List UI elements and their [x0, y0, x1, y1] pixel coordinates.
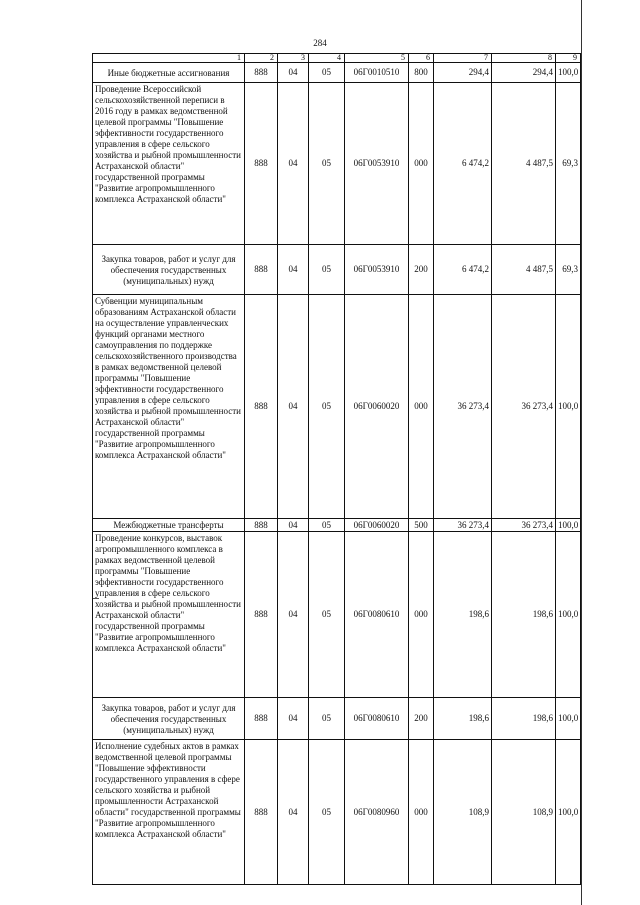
percent-cell: 100,0 — [556, 532, 581, 698]
planned-amount-cell: 294,4 — [434, 63, 492, 83]
section-cell: 04 — [278, 740, 309, 885]
item-name-cell: Закупка товаров, работ и услуг для обеспечения государственных (муниципальных) нужд — [93, 245, 245, 295]
subsection-cell: 05 — [309, 83, 345, 245]
table-row — [93, 519, 581, 532]
code-cell: 888 — [245, 698, 278, 740]
section-cell: 04 — [278, 83, 309, 245]
budget-table — [92, 53, 581, 885]
planned-amount-cell: 36 273,4 — [434, 295, 492, 519]
table-body — [93, 54, 581, 885]
table-row — [93, 532, 581, 698]
percent-cell: 69,3 — [556, 83, 581, 245]
percent-cell: 100,0 — [556, 519, 581, 532]
planned-amount-cell: 198,6 — [434, 698, 492, 740]
table-row — [93, 245, 581, 295]
margin-mark — [93, 598, 99, 599]
target-article-cell: 06Г0060020 — [345, 295, 409, 519]
expense-type-cell: 500 — [409, 519, 434, 532]
table-row — [93, 63, 581, 83]
table-row — [93, 295, 581, 519]
expense-type-cell: 000 — [409, 740, 434, 885]
executed-amount-cell: 4 487,5 — [492, 245, 556, 295]
column-header: 1 — [93, 54, 245, 63]
subsection-cell: 05 — [309, 519, 345, 532]
executed-amount-cell: 198,6 — [492, 698, 556, 740]
item-name-cell: Проведение Всероссийской сельскохозяйственной переписи в 2016 году в рамках ведомственной целевой программы "Повышение эффективности государственного управления в сфере сельского хозяйства и рыбной промышленности Астраханской области" государственной программы "Развитие агропромышленного комплекса Астраханской области" — [93, 83, 245, 245]
target-article-cell: 06Г0060020 — [345, 519, 409, 532]
code-cell: 888 — [245, 63, 278, 83]
section-cell: 04 — [278, 519, 309, 532]
table-row — [93, 83, 581, 245]
percent-cell: 69,3 — [556, 245, 581, 295]
column-header: 8 — [492, 54, 556, 63]
percent-cell: 100,0 — [556, 698, 581, 740]
executed-amount-cell: 36 273,4 — [492, 295, 556, 519]
executed-amount-cell: 36 273,4 — [492, 519, 556, 532]
expense-type-cell: 200 — [409, 698, 434, 740]
percent-cell: 100,0 — [556, 63, 581, 83]
scan-edge-line — [581, 0, 582, 905]
percent-cell: 100,0 — [556, 740, 581, 885]
column-header: 3 — [278, 54, 309, 63]
code-cell: 888 — [245, 83, 278, 245]
code-cell: 888 — [245, 740, 278, 885]
target-article-cell: 06Г0010510 — [345, 63, 409, 83]
section-cell: 04 — [278, 295, 309, 519]
planned-amount-cell: 6 474,2 — [434, 83, 492, 245]
section-cell: 04 — [278, 245, 309, 295]
expense-type-cell: 000 — [409, 295, 434, 519]
expense-type-cell: 200 — [409, 245, 434, 295]
expense-type-cell: 000 — [409, 83, 434, 245]
column-header: 9 — [556, 54, 581, 63]
executed-amount-cell: 294,4 — [492, 63, 556, 83]
item-name-cell: Иные бюджетные ассигнования — [93, 63, 245, 83]
subsection-cell: 05 — [309, 295, 345, 519]
section-cell: 04 — [278, 63, 309, 83]
planned-amount-cell: 36 273,4 — [434, 519, 492, 532]
planned-amount-cell: 6 474,2 — [434, 245, 492, 295]
item-name-cell: Субвенции муниципальным образованиям Астраханской области на осуществление управленческих функций органами местного самоуправления по поддержке сельскохозяйственного производства в рамках ведомственной целевой программы "Повышение эффективности государственного управления в сфере сельского хозяйства и рыбной промышленности Астраханской области" государственной программы "Развитие агропромышленного комплекса Астраханской области" — [93, 295, 245, 519]
section-cell: 04 — [278, 698, 309, 740]
code-cell: 888 — [245, 519, 278, 532]
item-name-cell: Исполнение судебных актов в рамках ведомственной целевой программы "Повышение эффективности государственного управления в сфере сельского хозяйства и рыбной промышленности Астраханской области" государственной программы "Развитие агропромышленного комплекса Астраханской области" — [93, 740, 245, 885]
target-article-cell: 06Г0053910 — [345, 83, 409, 245]
subsection-cell: 05 — [309, 245, 345, 295]
target-article-cell: 06Г0080610 — [345, 698, 409, 740]
subsection-cell: 05 — [309, 740, 345, 885]
expense-type-cell: 000 — [409, 532, 434, 698]
column-header: 6 — [409, 54, 434, 63]
column-header: 4 — [309, 54, 345, 63]
subsection-cell: 05 — [309, 63, 345, 83]
planned-amount-cell: 198,6 — [434, 532, 492, 698]
column-header: 5 — [345, 54, 409, 63]
percent-cell: 100,0 — [556, 295, 581, 519]
target-article-cell: 06Г0053910 — [345, 245, 409, 295]
code-cell: 888 — [245, 295, 278, 519]
table-header-row — [93, 54, 581, 63]
subsection-cell: 05 — [309, 698, 345, 740]
planned-amount-cell: 108,9 — [434, 740, 492, 885]
table-row — [93, 698, 581, 740]
column-header: 2 — [245, 54, 278, 63]
target-article-cell: 06Г0080960 — [345, 740, 409, 885]
item-name-cell: Проведение конкурсов, выставок агропромышленного комплекса в рамках ведомственной целевой программы "Повышение эффективности государственного управления в сфере сельского хозяйства и рыбной промышленности Астраханской области" государственной программы "Развитие агропромышленного комплекса Астраханской области" — [93, 532, 245, 698]
item-name-cell: Закупка товаров, работ и услуг для обеспечения государственных (муниципальных) нужд — [93, 698, 245, 740]
page-number: 284 — [313, 38, 327, 48]
executed-amount-cell: 108,9 — [492, 740, 556, 885]
code-cell: 888 — [245, 245, 278, 295]
code-cell: 888 — [245, 532, 278, 698]
target-article-cell: 06Г0080610 — [345, 532, 409, 698]
executed-amount-cell: 4 487,5 — [492, 83, 556, 245]
subsection-cell: 05 — [309, 532, 345, 698]
item-name-cell: Межбюджетные трансферты — [93, 519, 245, 532]
table-row — [93, 740, 581, 885]
column-header: 7 — [434, 54, 492, 63]
section-cell: 04 — [278, 532, 309, 698]
expense-type-cell: 800 — [409, 63, 434, 83]
executed-amount-cell: 198,6 — [492, 532, 556, 698]
